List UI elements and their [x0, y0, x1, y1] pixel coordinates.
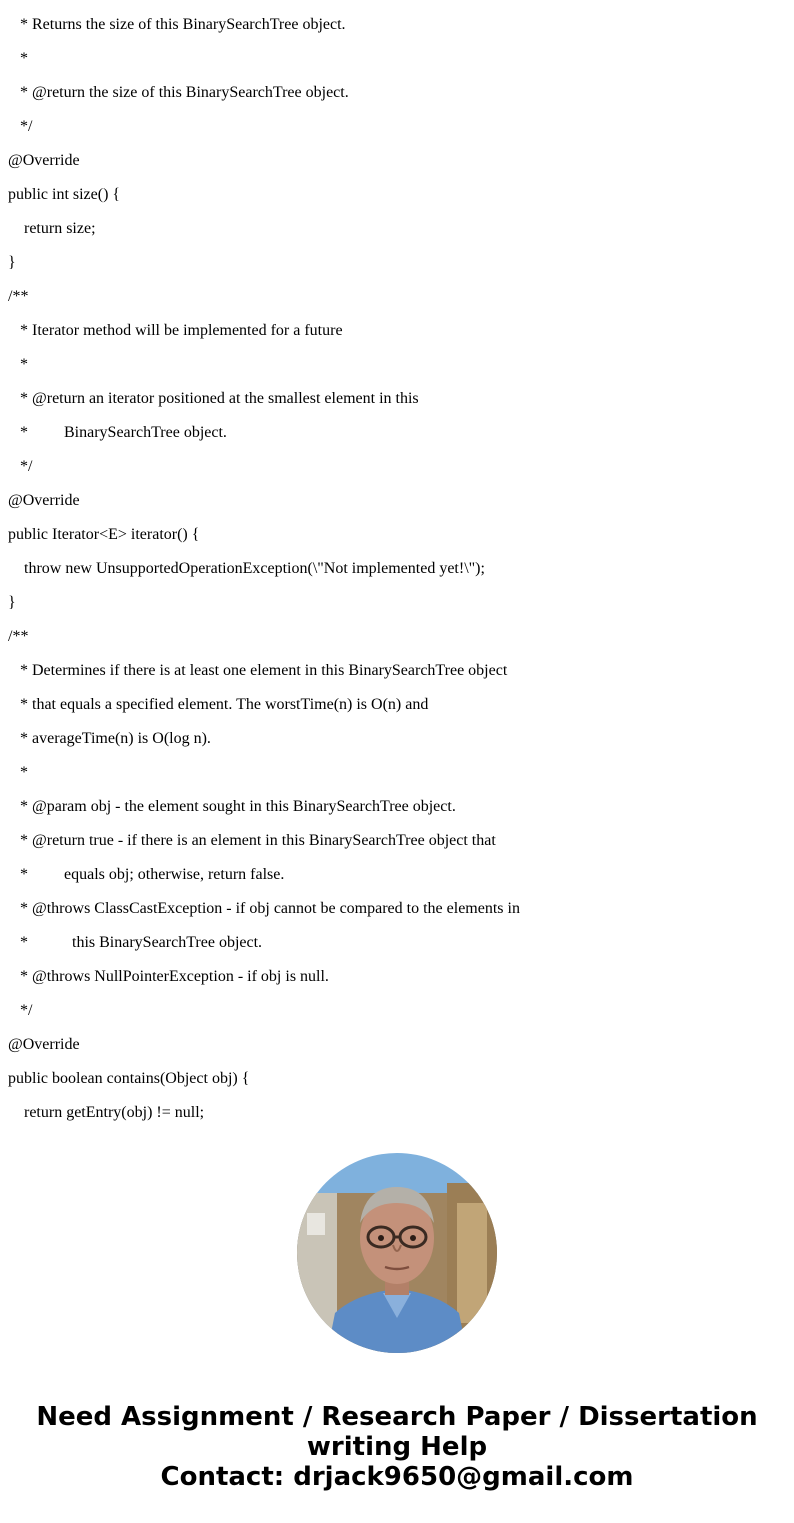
code-line: } — [8, 594, 16, 611]
code-line: return size; — [8, 220, 96, 237]
code-line: */ — [8, 1002, 33, 1019]
code-line: * this BinarySearchTree object. — [8, 934, 263, 951]
code-line: @Override — [8, 492, 80, 509]
code-line: /** — [8, 628, 29, 645]
code-line: public int size() { — [8, 186, 121, 203]
code-line: * that equals a specified element. The worstTime(n) is O(n) and — [8, 696, 429, 713]
code-line: @Override — [8, 152, 80, 169]
code-line: throw new UnsupportedOperationException(\"Not implemented yet!\"); — [8, 560, 485, 577]
code-line: * — [8, 764, 28, 781]
banner-line-2: writing Help — [306, 1432, 488, 1462]
code-line: return getEntry(obj) != null; — [8, 1104, 205, 1121]
code-line: @Override — [8, 1036, 80, 1053]
code-line: * — [8, 50, 28, 67]
code-line: * Iterator method will be implemented for a future — [8, 322, 343, 339]
code-line: * Determines if there is at least one element in this BinarySearchTree object — [8, 662, 508, 679]
code-line: * Returns the size of this BinarySearchTree object. — [8, 16, 346, 33]
code-line: * BinarySearchTree object. — [8, 424, 227, 441]
code-line: * averageTime(n) is O(log n). — [8, 730, 211, 747]
code-line: */ — [8, 458, 33, 475]
banner-line-1: Need Assignment / Research Paper / Dissertation — [36, 1402, 758, 1432]
code-line: * @param obj - the element sought in this BinarySearchTree object. — [8, 798, 456, 815]
code-line: * @return true - if there is an element in this BinarySearchTree object that — [8, 832, 496, 849]
code-line: } — [8, 254, 16, 271]
code-listing — [8, 8, 788, 1130]
author-photo — [297, 1153, 497, 1353]
portrait-image — [297, 1153, 497, 1353]
code-line: public Iterator<E> iterator() { — [8, 526, 200, 543]
contact-banner — [0, 1402, 794, 1492]
code-line: * @throws NullPointerException - if obj is null. — [8, 968, 329, 985]
banner-contact-line: Contact: drjack9650@gmail.com — [160, 1462, 634, 1492]
code-line: /** — [8, 288, 29, 305]
code-line: * — [8, 356, 28, 373]
code-line: * @return the size of this BinarySearchTree object. — [8, 84, 349, 101]
code-line: */ — [8, 118, 33, 135]
code-line: public boolean contains(Object obj) { — [8, 1070, 250, 1087]
code-line: * equals obj; otherwise, return false. — [8, 866, 285, 883]
code-line: * @throws ClassCastException - if obj cannot be compared to the elements in — [8, 900, 520, 917]
code-line: * @return an iterator positioned at the smallest element in this — [8, 390, 419, 407]
